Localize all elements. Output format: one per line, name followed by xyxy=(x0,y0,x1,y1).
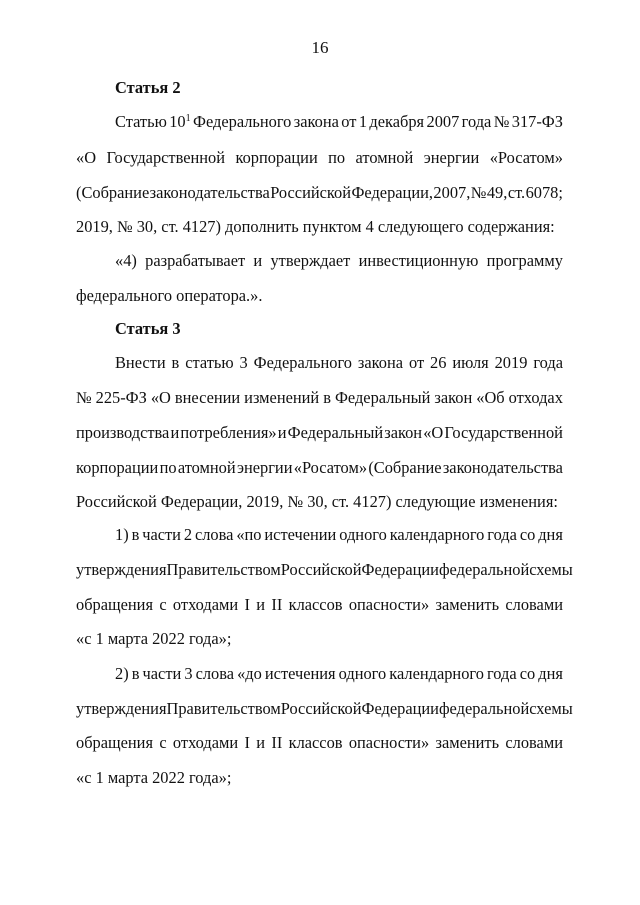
article-3-item-1-line-1: 1) в части 2 слова «по истечении одного календарного года со дня xyxy=(115,525,563,544)
article-3-line-5: Российской Федерации, 2019, № 30, ст. 4127) следующие изменения: xyxy=(76,492,558,511)
article-3-line-1: Внести в статью 3 Федерального закона от 26 июля 2019 года xyxy=(115,353,563,372)
article-3-heading: Статья 3 xyxy=(115,319,181,338)
article-3-line-3: производства и потребления» и Федеральный закон «О Государственной xyxy=(76,423,563,442)
article-3-item-2-line-4: «с 1 марта 2022 года»; xyxy=(76,768,232,787)
page-number: 16 xyxy=(311,38,329,57)
article-3-item-1-line-3: обращения с отходами I и II классов опасности» заменить словами xyxy=(76,595,563,614)
article-3-item-1-line-4: «с 1 марта 2022 года»; xyxy=(76,629,232,648)
article-2-line-5: «4) разрабатывает и утверждает инвестиционную программу xyxy=(115,251,563,270)
article-2-line-3: (Собрание законодательства Российской Федерации, 2007, № 49, ст. 6078; xyxy=(76,183,563,202)
superscript-one: 1 xyxy=(185,113,191,124)
article-2-line-4: 2019, № 30, ст. 4127) дополнить пунктом 4 следующего содержания: xyxy=(76,217,555,236)
article-3-line-2: № 225-ФЗ «О внесении изменений в Федеральный закон «Об отходах xyxy=(76,388,563,407)
article-3-item-2-line-1: 2) в части 3 слова «до истечения одного календарного года со дня xyxy=(115,664,563,683)
article-3-item-2-line-2: утверждения Правительством Российской Федерации федеральной схемы xyxy=(76,699,573,718)
article-3-item-2-line-3: обращения с отходами I и II классов опасности» заменить словами xyxy=(76,733,563,752)
article-2-line-1: Статью $10^1$ Федерального закона от 1 декабря 2007 года № 317-ФЗ xyxy=(115,112,563,131)
article-2-line-6: федерального оператора.». xyxy=(76,286,263,305)
article-3-item-1-line-2: утверждения Правительством Российской Федерации федеральной схемы xyxy=(76,560,573,579)
article-3-line-4: корпорации по атомной энергии «Росатом» (Собрание законодательства xyxy=(76,458,563,477)
article-2-line-2: «О Государственной корпорации по атомной энергии «Росатом» xyxy=(76,148,563,167)
article-2-heading: Статья 2 xyxy=(115,78,181,97)
